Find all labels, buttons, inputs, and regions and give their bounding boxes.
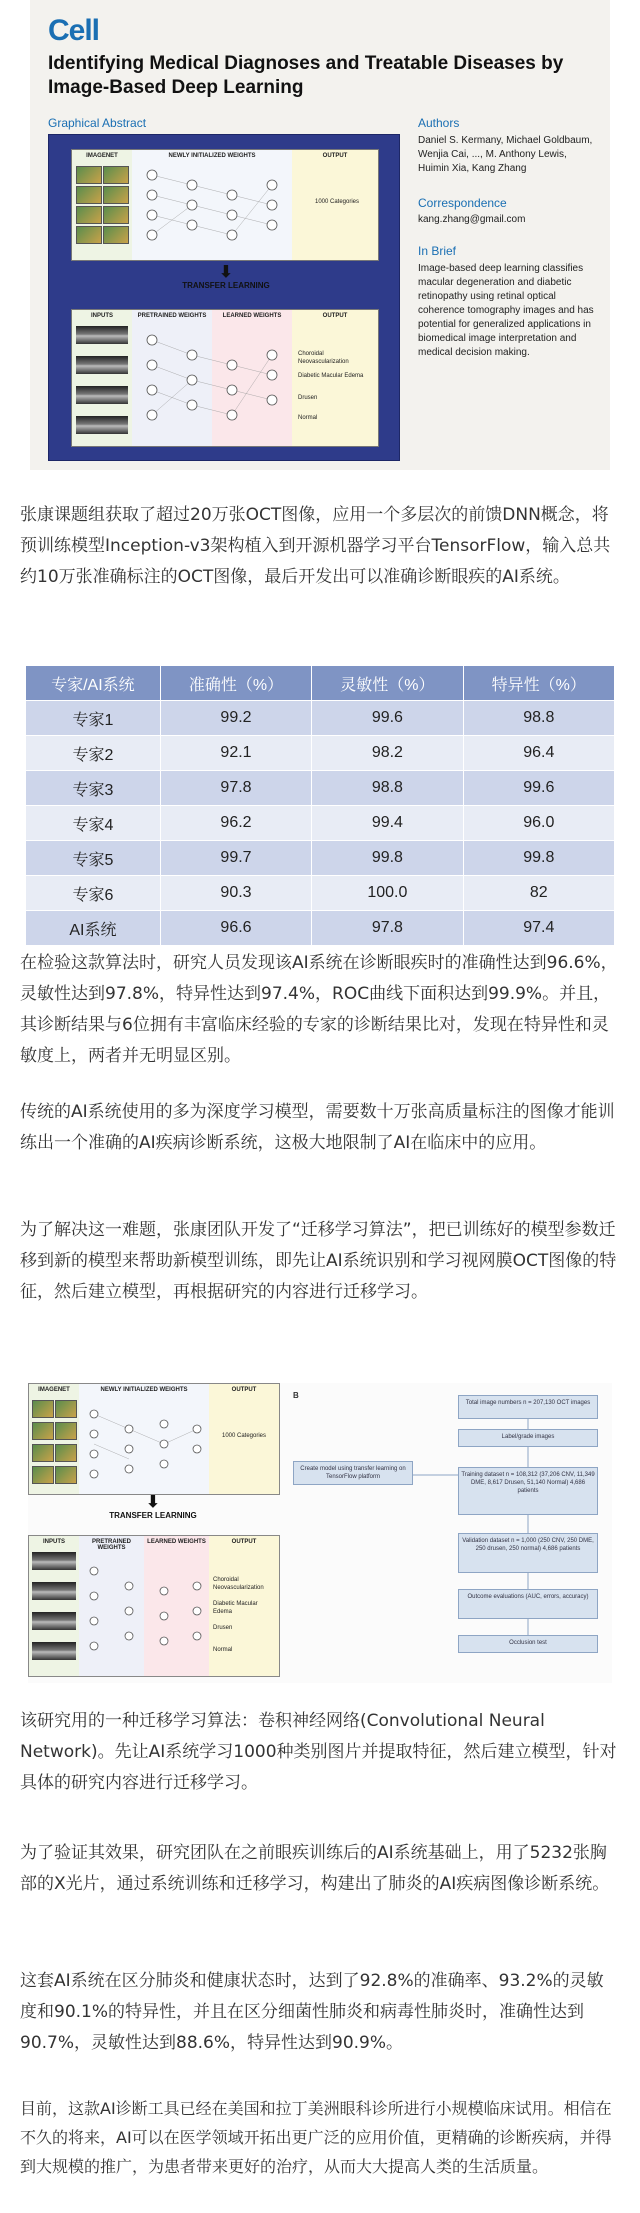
table-cell: 97.8 [160,771,311,806]
fig2-categories: 1000 Categories [221,1433,267,1439]
table-cell: 98.2 [312,736,463,771]
output-drusen: Drusen [298,395,318,401]
table-cell: AI系统 [26,911,161,946]
table-cell: 96.0 [463,806,614,841]
table-row [26,876,615,911]
fig2-new-weights-heading: NEWLY INITIALIZED WEIGHTS [100,1387,188,1393]
graphical-abstract-label: Graphical Abstract [48,116,147,130]
table-cell: 专家5 [26,841,161,876]
table-header-cell: 灵敏性（%） [312,666,463,701]
fig2-transfer-label [88,1495,218,1535]
fig2-down-arrow-icon: ⬇ [146,1494,160,1511]
inputs-heading: INPUTS [90,313,113,319]
table-cell: 专家1 [26,701,161,736]
table-cell: 99.7 [160,841,311,876]
imagenet-heading: IMAGENET [86,153,118,159]
neural-net-top [132,150,292,260]
fig2-output-heading-bottom: OUTPUT [231,1539,257,1545]
in-brief-text: Image-based deep learning classifies macular degeneration and diabetic retinopathy using retinal optical coherence tomography images and has potential for generalized applications in biomedical image interpretation and medical decision making. [418,263,594,358]
in-brief-heading: In Brief [418,244,457,258]
paragraph-4: 为了解决这一难题，张康团队开发了“迁移学习算法”，把已训练好的模型参数迁移到新的模型来帮助新模型训练，即先让AI系统识别和学习视网膜OCT图像的特征，然后建立模型，再根据研究的内容进行迁移学习。 [20,1220,617,1302]
output-column-bottom [292,310,378,446]
flow-box-training: Training dataset n = 108,312 (37,206 CNV, 11,349 DME, 8,617 Drusen, 51,140 Normal) 4,686 patients [458,1467,598,1515]
comparison-table [25,665,615,946]
table-cell: 99.4 [312,806,463,841]
paper-header-image [30,0,610,470]
figure-imagenet-panel [28,1383,280,1495]
table-cell: 82 [463,876,614,911]
figure-oct-panel [28,1535,280,1677]
authors-list: Daniel S. Kermany, Michael Goldbaum, Wenjia Cai, ..., M. Anthony Lewis, Huimin Xia, Kang Zhang [418,135,593,174]
correspondence-heading: Correspondence [418,196,507,210]
correspondence-email: kang.zhang@gmail.com [418,214,526,225]
fig2-inputs-heading: INPUTS [42,1539,65,1545]
paper-title: Identifying Medical Diagnoses and Treatable Diseases by Image-Based Deep Learning [48,53,564,98]
table-cell: 99.6 [463,771,614,806]
fig2-transfer-text: TRANSFER LEARNING [109,1511,197,1520]
transfer-text: TRANSFER LEARNING [182,281,270,290]
table-cell: 99.2 [160,701,311,736]
authors-heading: Authors [418,116,460,130]
table-cell: 99.8 [463,841,614,876]
new-weights-column [132,150,292,260]
flow-box-occlusion: Occlusion test [458,1635,598,1653]
table-header-row [26,666,615,701]
table-cell: 97.8 [312,911,463,946]
table-cell: 90.3 [160,876,311,911]
table-cell: 99.8 [312,841,463,876]
table-cell: 96.6 [160,911,311,946]
table-header-cell: 准确性（%） [160,666,311,701]
panel-b-label: B [293,1391,299,1400]
table-cell: 专家3 [26,771,161,806]
fig2-net-bottom [79,1536,209,1676]
flow-box-outcome: Outcome evaluations (AUC, errors, accuracy) [458,1589,598,1619]
table-row [26,841,615,876]
output-cnv: Choroidal Neovascularization [298,351,349,365]
output-dme: Diabetic Macular Edema [298,373,364,379]
paragraph-5: 该研究用的一种迁移学习算法：卷积神经网络(Convolutional Neural Network)。先让AI系统学习1000种类别图片并提取特征，然后建立模型，针对具体的研究内容进行迁移学习。 [20,1711,617,1793]
table-cell: 100.0 [312,876,463,911]
fig2-imagenet-heading: IMAGENET [38,1387,70,1393]
graphical-abstract [48,134,400,461]
table-row [26,911,615,946]
table-cell: 97.4 [463,911,614,946]
flow-side-box: Create model using transfer learning on TensorFlow platform [293,1461,413,1485]
table-row [26,771,615,806]
paragraph-8: 目前，这款AI诊断工具已经在美国和拉丁美洲眼科诊所进行小规模临床试用。相信在不久的将来，AI可以在医学领域开拓出更广泛的应用价值，更精确的诊断疾病，并得到大规模的推广，为患者带来更好的治疗，从而大大提高人类的生活质量。 [20,2099,612,2176]
fig2-output-heading: OUTPUT [231,1387,257,1393]
table-row [26,806,615,841]
flow-box-total: Total image numbers n = 207,130 OCT images [458,1395,598,1419]
fig2-pretrained-heading: PRETRAINED WEIGHTS [91,1539,131,1551]
down-arrow-icon: ⬇ [219,264,233,281]
fig2-learned-heading: LEARNED WEIGHTS [147,1539,206,1545]
fig2-output-normal: Normal [213,1647,233,1653]
imagenet-column [72,150,132,260]
table-cell: 98.8 [463,701,614,736]
pretrained-heading: PRETRAINED WEIGHTS [137,313,207,319]
new-weights-heading: NEWLY INITIALIZED WEIGHTS [168,153,256,159]
output-column-top [292,150,378,260]
journal-logo: Cell [48,14,100,47]
table-cell: 96.2 [160,806,311,841]
table-row [26,701,615,736]
table-header-cell: 特异性（%） [463,666,614,701]
output-normal: Normal [298,415,318,421]
paragraph-6: 为了验证其效果，研究团队在之前眼疾训练后的AI系统基础上，用了5232张胸部的X光片，通过系统训练和迁移学习，构建出了肺炎的AI疾病图像诊断系统。 [20,1843,610,1894]
table-cell: 专家6 [26,876,161,911]
table-cell: 专家4 [26,806,161,841]
table-header-cell: 专家/AI系统 [26,666,161,701]
transfer-learning-figure [28,1383,612,1683]
table-cell: 99.6 [312,701,463,736]
table-cell: 98.8 [312,771,463,806]
output-heading-top: OUTPUT [322,153,348,159]
neural-net-bottom [132,310,292,446]
paragraph-7: 这套AI系统在区分肺炎和健康状态时，达到了92.8%的准确率、93.2%的灵敏度和90.1%的特异性，并且在区分细菌性肺炎和病毒性肺炎时，准确性达到90.7%，灵敏性达到88.6%，特异性达到90.9%。 [20,1971,604,2053]
paragraph-3: 传统的AI系统使用的多为深度学习模型，需要数十万张高质量标注的图像才能训练出一个准确的AI疾病诊断系统，这极大地限制了AI在临床中的应用。 [20,1102,615,1153]
table-cell: 专家2 [26,736,161,771]
output-heading-bottom: OUTPUT [322,313,348,319]
fig2-net-top [79,1384,209,1494]
categories-label: 1000 Categories [314,199,360,205]
flow-box-label: Label/grade images [458,1429,598,1447]
paragraph-1: 张康课题组获取了超过20万张OCT图像，应用一个多层次的前馈DNN概念，将预训练模型Inception-v3架构植入到开源机器学习平台TensorFlow，输入总共约10万张准确标注的OCT图像，最后开发出可以准确诊断眼疾的AI系统。 [20,505,611,587]
flow-box-validation: Validation dataset n = 1,000 (250 CNV, 250 DME, 250 drusen, 250 normal) 4,686 patients [458,1533,598,1573]
fig2-output-cnv: Choroidal Neovascularization [213,1577,264,1591]
table-cell: 92.1 [160,736,311,771]
transfer-learning-label [161,265,291,305]
imagenet-panel [71,149,379,261]
inputs-column [72,310,132,446]
table-cell: 96.4 [463,736,614,771]
learned-heading: LEARNED WEIGHTS [222,313,282,319]
table-row [26,736,615,771]
fig2-output-dme: Diabetic Macular Edema [213,1601,258,1615]
fig2-output-drusen: Drusen [213,1625,233,1631]
oct-panel [71,309,379,447]
paragraph-2: 在检验这款算法时，研究人员发现该AI系统在诊断眼疾时的准确性达到96.6%，灵敏性达到97.8%，特异性达到97.4%，ROC曲线下面积达到99.9%。并且，其诊断结果与6位拥有丰富临床经验的专家的诊断结果比对，发现在特异性和灵敏度上，两者并无明显区别。 [20,953,618,1066]
